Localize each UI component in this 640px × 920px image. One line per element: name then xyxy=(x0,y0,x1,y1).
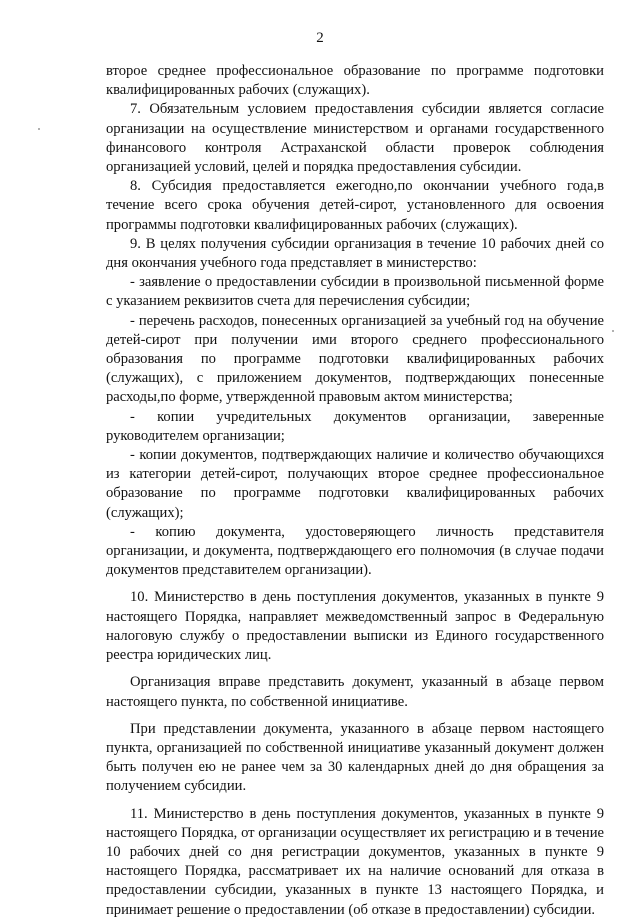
page-number: 2 xyxy=(316,30,324,46)
paragraph-clause-9: 9. В целях получения субсидии организация в течение 10 рабочих дней со дня окончания учебного года представляет в министерство: xyxy=(106,235,604,272)
scan-dot xyxy=(612,330,614,332)
paragraph-clause-10: 10. Министерство в день поступления документов, указанных в пункте 9 настоящего Порядка, направляет межведомственный запрос в Федеральную налоговую службу о предоставлении выписки из Единого государственного реестра юридических лиц. xyxy=(106,589,604,664)
paragraph-document-deadline: При представлении документа, указанного в абзаце первом настоящего пункта, организацией по собственной инициативе указанный документ должен быть получен ею не ранее чем за 30 календарных дней до дня обращения за получением субсидии. xyxy=(106,720,604,795)
paragraph-clause-8: 8. Субсидия предоставляется ежегодно,по окончании учебного года,в течение всего срока обучения детей-сирот, установленного для освоения программы подготовки квалифицированных рабочих (служащих). xyxy=(106,178,604,233)
paragraph-continuation: второе среднее профессиональное образование по программе подготовки квалифицированных рабочих (служащих). xyxy=(106,63,604,99)
list-item-student-documents: - копии документов, подтверждающих наличие и количество обучающихся из категории детей-сирот, получающих второе среднее профессиональное образование по программе подготовки квалифицированных рабочих (служащих); xyxy=(106,447,604,521)
document-body xyxy=(106,62,604,920)
paragraph-clause-11: 11. Министерство в день поступления документов, указанных в пункте 9 настоящего Порядка, от организации осуществляет их регистрацию и в течение 10 рабочих дней со дня регистрации документов, указанных в пункте 9 настоящего Порядка, рассматривает их на наличие оснований для отказа в предоставлении субсидии, указанных в пункте 13 настоящего Порядка, и принимает решение о предоставлении (об отказе в предоставлении) субсидии. xyxy=(106,805,604,918)
scan-dot xyxy=(38,128,40,130)
list-item-charter-copies: - копии учредительных документов организации, заверенные руководителем организации; xyxy=(106,408,604,444)
list-item-identity-document: - копию документа, удостоверяющего личность представителя организации, и документа, подтверждающего его полномочия (в случае подачи документов представителем организации). xyxy=(106,523,604,579)
list-item-application: - заявление о предоставлении субсидии в произвольной письменной форме с указанием реквизитов счета для перечисления субсидии; xyxy=(106,274,604,310)
paragraph-clause-7: 7. Обязательным условием предоставления субсидии является согласие организации на осуществление министерством и органами государственного финансового контроля Астраханской области проверок соблюдения организацией условий, целей и порядка предоставления субсидии. xyxy=(106,101,604,176)
list-item-expenses: - перечень расходов, понесенных организацией за учебный год на обучение детей-сирот при получении ими второго среднего профессионального образования по программе подготовки квалифицированных рабочих (служащих), с приложением документов, подтверждающих понесенные расходы,по форме, утвержденной правовым актом министерства; xyxy=(106,312,604,406)
paragraph-own-initiative: Организация вправе представить документ, указанный в абзаце первом настоящего пункта, по собственной инициативе. xyxy=(106,674,604,710)
